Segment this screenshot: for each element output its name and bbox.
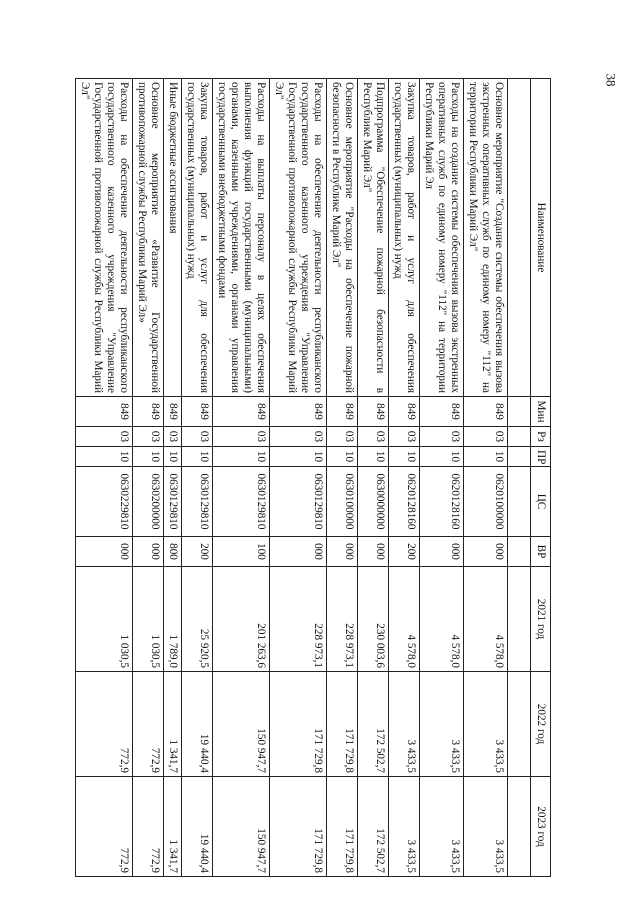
cell-2023: 3 433,5 xyxy=(464,777,508,877)
cell-pr: 10 xyxy=(358,447,389,467)
cell-rz: 03 xyxy=(464,427,508,447)
cell-name: Расходы на создание системы обеспечения вызова экстренных оперативных служб по единому номеру "112" на территории Республики Марий Эл xyxy=(420,79,464,397)
page-number: 38 xyxy=(603,73,619,87)
cell-name: Закупка товаров, работ и услуг для обеспечения государственных (муниципальных) нужд xyxy=(182,79,213,397)
table-row xyxy=(420,79,464,877)
cell-2023: 171 729,8 xyxy=(270,777,327,877)
table-row xyxy=(164,79,182,877)
cell-min: 849 xyxy=(270,397,327,427)
cell-min: 849 xyxy=(327,397,358,427)
header-min: Мин xyxy=(531,397,551,427)
table-row xyxy=(389,79,420,877)
cell-min: 849 xyxy=(182,397,213,427)
cell-cs: 0620128160 xyxy=(420,467,464,537)
cell-name: Основное мероприятие "Создание системы обеспечения вызова экстренных оперативных служб по единому номеру "112" на территории Республики Марий Эл" xyxy=(464,79,508,397)
cell-name: Подпрограмма "Обеспечение пожарной безопасности в Республике Марий Эл" xyxy=(358,79,389,397)
cell-2023: 3 433,5 xyxy=(420,777,464,877)
cell-vr: 000 xyxy=(464,537,508,567)
cell-rz: 03 xyxy=(182,427,213,447)
cell-rz: 03 xyxy=(389,427,420,447)
cell-cs: 0630129810 xyxy=(164,467,182,537)
cell-name: Основное мероприятие «Развитие Государственной противопожарной службы Республики Марий Эл» xyxy=(133,79,164,397)
cell-2022: 171 729,8 xyxy=(327,672,358,777)
cell-2022: 772,9 xyxy=(76,672,133,777)
cell-2021: 228 973,1 xyxy=(270,567,327,672)
table-body xyxy=(76,79,531,877)
cell-rz: 03 xyxy=(358,427,389,447)
cell-2022: 172 502,7 xyxy=(358,672,389,777)
cell-2023: 172 502,7 xyxy=(358,777,389,877)
cell-min: 849 xyxy=(464,397,508,427)
cell-2022: 772,9 xyxy=(133,672,164,777)
cell-2022: 19 440,4 xyxy=(182,672,213,777)
cell-vr: 000 xyxy=(76,537,133,567)
cell-pr: 10 xyxy=(133,447,164,467)
cell-min: 849 xyxy=(358,397,389,427)
cell-2022: 3 433,5 xyxy=(389,672,420,777)
table-header-row xyxy=(531,79,551,877)
table-row xyxy=(464,79,508,877)
table-row xyxy=(182,79,213,877)
header-vr: ВР xyxy=(531,537,551,567)
cell-rz: 03 xyxy=(420,427,464,447)
cell-cs: 0630100000 xyxy=(327,467,358,537)
cell-vr: 000 xyxy=(133,537,164,567)
cell-2021: 228 973,1 xyxy=(327,567,358,672)
cell-pr: 10 xyxy=(389,447,420,467)
cell-rz: 03 xyxy=(76,427,133,447)
cell-name: Расходы на обеспечение деятельности республиканского государственного казенного учреждения "Управление Государственной противопожарной службы Республики Марий Эл" xyxy=(76,79,133,397)
cell-name: Расходы на выплаты персоналу в целях обеспечения выполнения функций государственными (муниципальными) органами, казенными учреждениями, органами управления государственными внебюджетными фондами xyxy=(213,79,270,397)
cell-2023: 772,9 xyxy=(76,777,133,877)
header-2022: 2022 год xyxy=(531,672,551,777)
cell-name: Иные бюджетные ассигнования xyxy=(164,79,182,397)
cell-min: 849 xyxy=(389,397,420,427)
table-row xyxy=(270,79,327,877)
cell-2022: 150 947,7 xyxy=(213,672,270,777)
cell-cs: 0630129810 xyxy=(270,467,327,537)
cell-vr: 800 xyxy=(164,537,182,567)
cell-pr: 10 xyxy=(464,447,508,467)
cell-cs: 0620100000 xyxy=(464,467,508,537)
cell-2021: 1 030,5 xyxy=(76,567,133,672)
budget-table xyxy=(75,78,551,877)
cell-name: Расходы на обеспечение деятельности республиканского государственного казенного учреждения "Управление Государственной противопожарной службы Республики Марий Эл" xyxy=(270,79,327,397)
cell-vr: 100 xyxy=(213,537,270,567)
header-cs: ЦС xyxy=(531,467,551,537)
cell-2021: 25 920,5 xyxy=(182,567,213,672)
cell-min: 849 xyxy=(133,397,164,427)
header-2023: 2023 год xyxy=(531,777,551,877)
cell-vr: 200 xyxy=(389,537,420,567)
cell-cs: 0630129810 xyxy=(182,467,213,537)
table-row xyxy=(76,79,133,877)
cell-cs: 0630200000 xyxy=(133,467,164,537)
cell-2022: 171 729,8 xyxy=(270,672,327,777)
cell-2021: 1 030,5 xyxy=(133,567,164,672)
cell-vr: 000 xyxy=(327,537,358,567)
cell-min: 849 xyxy=(420,397,464,427)
cell-cs: 0630129810 xyxy=(213,467,270,537)
cell-pr: 10 xyxy=(76,447,133,467)
cell-2022: 1 341,7 xyxy=(164,672,182,777)
cell-vr: 200 xyxy=(182,537,213,567)
cell-pr: 10 xyxy=(182,447,213,467)
cell-cs: 0630229810 xyxy=(76,467,133,537)
cell-pr: 10 xyxy=(164,447,182,467)
header-name: Наименование xyxy=(531,79,551,397)
table-row xyxy=(133,79,164,877)
cell-name: Основное мероприятие "Расходы на обеспечение пожарной безопасности в Республике Марий Эл" xyxy=(327,79,358,397)
cell-vr: 000 xyxy=(420,537,464,567)
table-row xyxy=(213,79,270,877)
table-row xyxy=(327,79,358,877)
cell-min: 849 xyxy=(164,397,182,427)
cell-2023: 171 729,8 xyxy=(327,777,358,877)
header-rz: Рз xyxy=(531,427,551,447)
cell-rz: 03 xyxy=(164,427,182,447)
cell-rz: 03 xyxy=(270,427,327,447)
cell-pr: 10 xyxy=(327,447,358,467)
cell-vr: 000 xyxy=(270,537,327,567)
table-row xyxy=(358,79,389,877)
cell-2022: 3 433,5 xyxy=(464,672,508,777)
cell-2021: 4 578,0 xyxy=(389,567,420,672)
table-row-empty xyxy=(508,79,531,877)
cell-name: Закупка товаров, работ и услуг для обеспечения государственных (муниципальных) нужд xyxy=(389,79,420,397)
cell-rz: 03 xyxy=(327,427,358,447)
cell-vr: 000 xyxy=(358,537,389,567)
cell-2023: 19 440,4 xyxy=(182,777,213,877)
cell-cs: 0630000000 xyxy=(358,467,389,537)
cell-pr: 10 xyxy=(213,447,270,467)
cell-2021: 4 578,0 xyxy=(420,567,464,672)
cell-2022: 3 433,5 xyxy=(420,672,464,777)
header-pr: ПР xyxy=(531,447,551,467)
budget-table-container xyxy=(79,78,551,876)
cell-rz: 03 xyxy=(213,427,270,447)
header-2021: 2021 год xyxy=(531,567,551,672)
cell-min: 849 xyxy=(76,397,133,427)
cell-min: 849 xyxy=(213,397,270,427)
cell-2021: 4 578,0 xyxy=(464,567,508,672)
cell-2023: 1 341,7 xyxy=(164,777,182,877)
cell-pr: 10 xyxy=(420,447,464,467)
cell-rz: 03 xyxy=(133,427,164,447)
cell-cs: 0620128160 xyxy=(389,467,420,537)
cell-2023: 150 947,7 xyxy=(213,777,270,877)
cell-2023: 772,9 xyxy=(133,777,164,877)
cell-pr: 10 xyxy=(270,447,327,467)
cell-2023: 3 433,5 xyxy=(389,777,420,877)
cell-2021: 201 263,6 xyxy=(213,567,270,672)
cell-2021: 230 003,6 xyxy=(358,567,389,672)
cell-2021: 1 789,0 xyxy=(164,567,182,672)
